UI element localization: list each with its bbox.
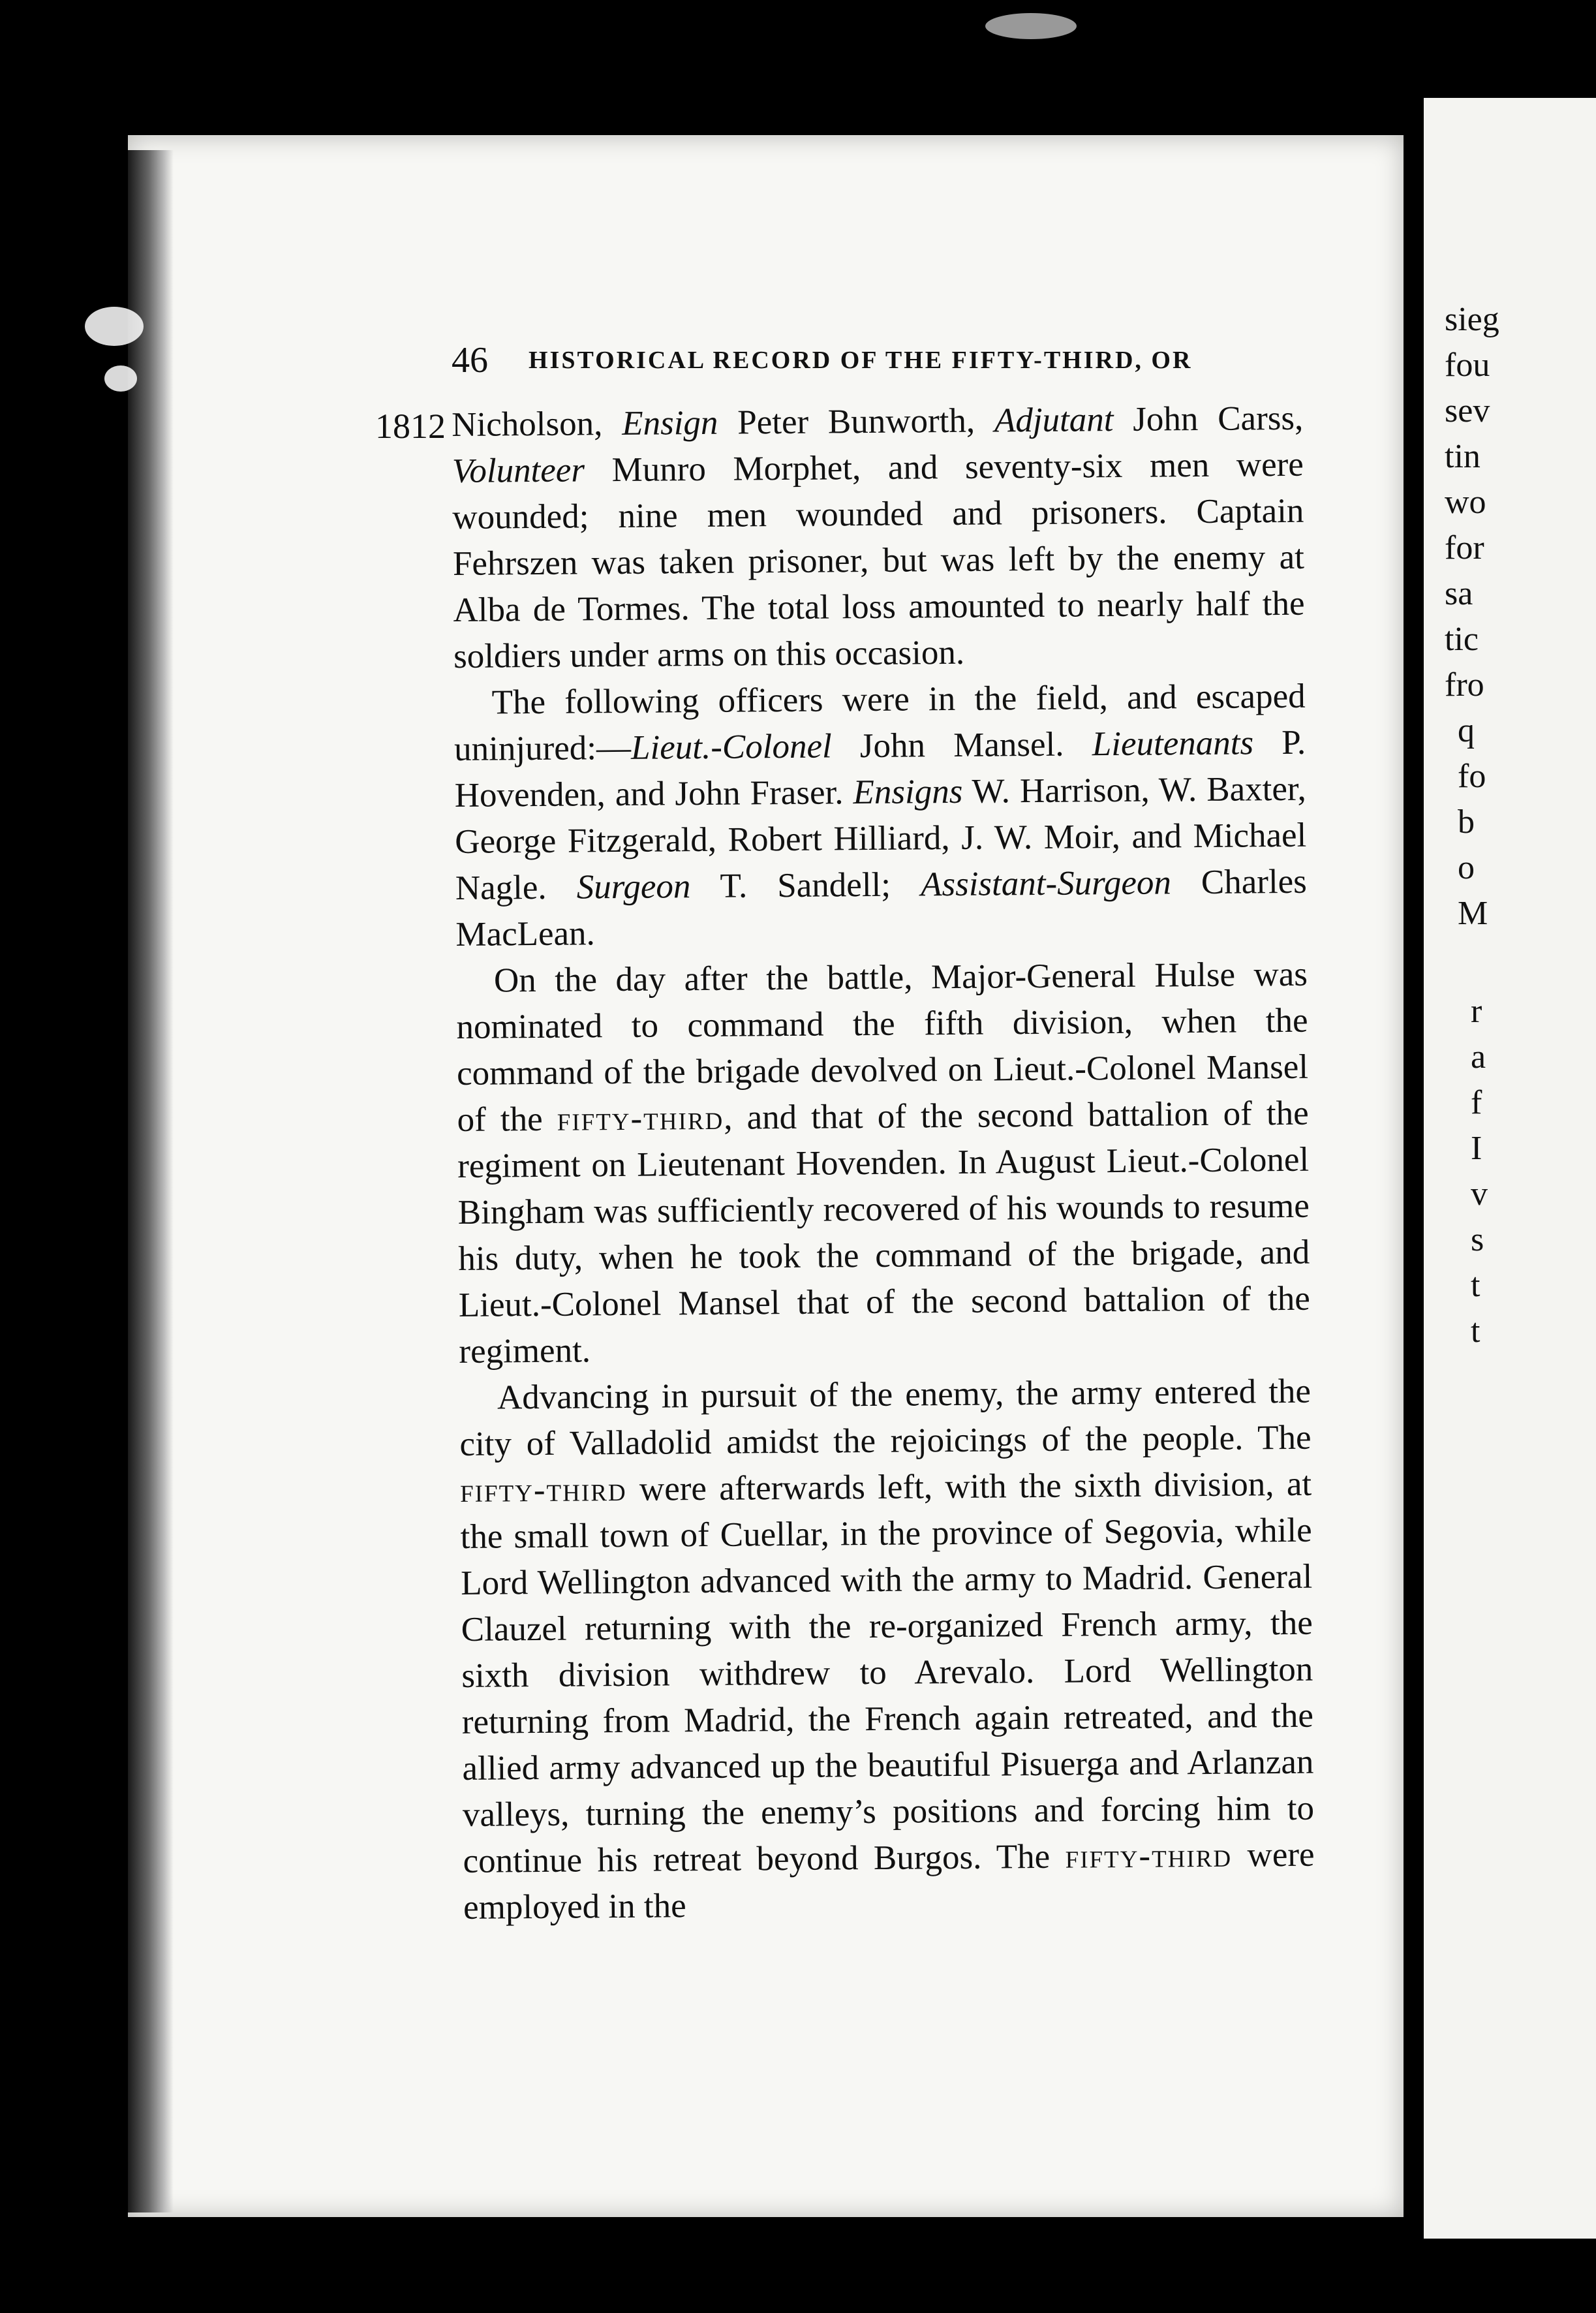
facing-page-fragment: sev: [1445, 392, 1490, 429]
facing-page-fragment: tin: [1445, 438, 1481, 475]
paragraph-3: On the day after the battle, Major-General Hulse was nominated to command the fifth division, when the command of the brigade devolved on Lieut.-Colonel Mansel of the fifty-third, and that of the second battalion of the regiment on Lieutenant Hovenden. In August Lieut.-Colonel Bingham was sufficiently recovered of his wounds to resume his duty, when he took the command of the brigade, and Lieut.-Colonel Mansel that of the second battalion of the regiment.: [456, 955, 1311, 1371]
facing-page-fragment: fo: [1458, 758, 1486, 795]
page-header: [452, 339, 1274, 379]
facing-page-fragment: for: [1445, 529, 1484, 567]
facing-page: [1424, 98, 1596, 2239]
paragraph-2: The following officers were in the field, and escaped uninjured:—Lieut.-Colonel John Mansel. Lieutenants P. Hovenden, and John Fraser. Ensigns W. Harrison, W. Baxter, George Fitzgerald, Robert Hilliard, J. W. Moir, and Michael Nagle. Surgeon T. Sandell; Assistant-Surgeon Charles MacLean.: [453, 677, 1308, 954]
facing-page-fragment: s: [1471, 1221, 1484, 1258]
facing-page-fragment: a: [1471, 1038, 1486, 1076]
running-head: HISTORICAL RECORD OF THE FIFTY-THIRD, OR: [529, 347, 1193, 374]
paragraph-1: Nicholson, Ensign Peter Bunworth, Adjutant John Carss, Volunteer Munro Morphet, and seventy-six men were wounded; nine men wounded and prisoners. Captain Fehrszen was taken prisoner, but was left by the enemy at Alba de Tormes. The total loss amounted to nearly half the soldiers under arms on this occasion.: [452, 399, 1305, 675]
ink-smudge: [985, 13, 1077, 39]
ink-smudge: [104, 365, 137, 392]
facing-page-fragment: f: [1471, 1084, 1482, 1121]
facing-page-fragment: fro: [1445, 666, 1484, 704]
facing-page-fragment: v: [1471, 1175, 1488, 1213]
facing-page-fragment: tic: [1445, 621, 1479, 658]
facing-page-fragment: sa: [1445, 575, 1473, 612]
facing-page-fragment: sieg: [1445, 301, 1499, 338]
page-number: 46: [452, 340, 488, 380]
facing-page-fragment: r: [1471, 993, 1482, 1030]
facing-page-fragment: q: [1458, 712, 1475, 749]
facing-page-fragment: t: [1471, 1312, 1481, 1350]
facing-page-fragment: b: [1458, 803, 1475, 841]
ink-smudge: [85, 307, 144, 346]
facing-page-fragment: M: [1458, 895, 1488, 932]
margin-year: 1812: [375, 407, 446, 446]
facing-page-fragment: o: [1458, 849, 1475, 886]
facing-page-fragment: I: [1471, 1130, 1482, 1167]
facing-page-fragment: t: [1471, 1267, 1481, 1304]
facing-page-fragment: fou: [1445, 347, 1490, 384]
paragraph-4: Advancing in pursuit of the enemy, the army entered the city of Valladolid amidst the rejoicings of the people. The fifty-third were afterwards left, with the sixth division, at the small town of Cuellar, in the province of Segovia, while Lord Wellington advanced with the army to Madrid. General Clauzel returning with the re-organized French army, the sixth division withdrew to Arevalo. Lord Wellington returning from Madrid, the French again retreated, and the allied army advanced up the beautiful Pisuerga and Arlanzan valleys, turning the enemy’s positions and forcing him to continue his retreat beyond Burgos. The fifty-third were employed in the: [459, 1372, 1315, 1927]
body-text: [452, 396, 1315, 1931]
page-binding-edge: [128, 150, 174, 2212]
facing-page-fragment: wo: [1445, 484, 1486, 521]
